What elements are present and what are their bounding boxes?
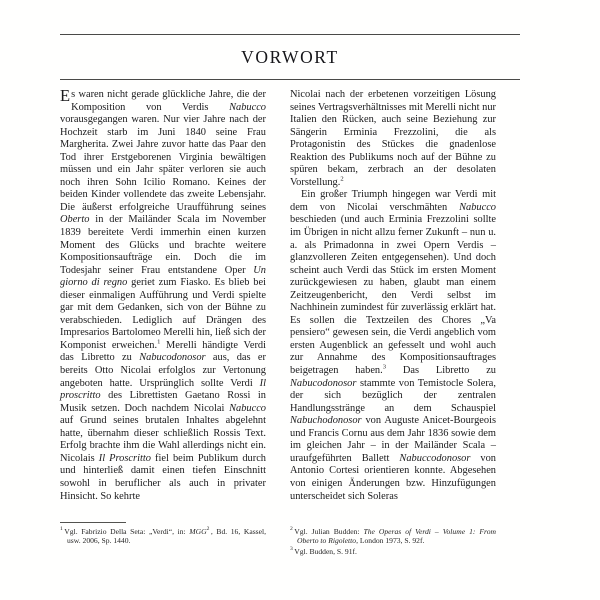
italic-title: Nabucodonosor [139,352,206,364]
footnote-marker[interactable]: 2 [206,526,210,533]
footnote-marker[interactable]: 1 [157,338,161,346]
left-text-column [60,86,278,503]
paragraph-triumph: Ein großer Triumph hingegen war Verdi mit dem von Nicolai verschmähten Nabucco beschieden (und auch Erminia Frezzolini sollte im Übrigen in nicht allzu ferner Zukunft – nun u. a. als Primadonna in zwei Opern Verdis – glanzvolleren Zeiten entgegensehen). Und doch scheint auch Verdi das Stück im ersten Moment zurückgewiesen zu haben, glaubt man einem Zeitzeugenbericht, den Verdi selbst im Nachhinein zumindest für zuverlässig erklärt hat. Es sollen die Textzeilen des Chores „Va pensiero“ gewesen sein, die Verdi angeblich vom ersten Augenblick an gefesselt und wohl auch zur Annahme des Kompositionsauftrages beigetragen haben.$^3$ Das Libretto zu Nabucodonosor stammte von Temistocle Solera, der sich bezüglich der zentralen Handlungsstränge an dem Schauspiel Nabuchodonosor von Auguste Anicet-Bourgeois und Francis Cornu aus dem Jahr 1836 sowie dem im gleichen Jahr – in der Mailänder Scala – uraufgeführten Ballett Nabuccodonosor von Antonio Cortesi orientieren konnte. Abgesehen von einigen Änderungen bzw. Hinzufügungen unterscheidet sich Soleras [290,189,496,502]
drop-cap: E [60,86,71,105]
footnote-entry: $^3$ Vgl. Budden, S. 91f. [290,546,357,556]
paragraph-opening: Es waren nicht gerade glückliche Jahre, die der Komposition von Verdis Nabucco vorausgegangen waren. Nur vier Jahre nach der Hochzeit starb im Juni 1840 seine Frau Margherita. Zwei Jahre zuvor hatte das Paar den Tod ihrer Erstgeborenen Virginia bewältigen müssen und ein Jahr später verloren sie auch noch ihren Sohn Icilio Romano. Keines der beiden Kinder vollendete das zweite Lebensjahr. Die äußerst erfolgreiche Uraufführung seines Oberto in der Mailänder Scala im November 1839 bereitete Verdi immerhin einen kurzen Moment des Glücks und brachte weitere Kompositionsaufträge ein. Doch die im Todesjahr seiner Frau entstandene Oper Un giorno di regno geriet zum Fiasko. Es blieb bei dieser einmaligen Aufführung und Verdi spielte gar mit dem Gedanken, sich von der Bühne zu verabschieden. Lediglich auf Drängen des Impresarios Bartolomeo Merelli hin, ließ sich der Komponist erweichen.$^1$ Merelli händigte Verdi das Libretto zu Nabucodonosor aus, das er bereits Otto Nicolai erfolglos zur Vertonung angeboten hatte. Ursprünglich sollte Verdi Il proscritto des Librettisten Gaetano Rossi in Musik setzen. Doch nachdem Nicolai Nabucco auf Grund seines brutalen Inhaltes abgelehnt hatte, übernahm dieser schließlich Rossis Text. Erfolg brachte ihm die Wahl allerdings nicht ein. Nicolais Il Proscritto fiel beim Publikum durch und hinterließ damit einen tiefen Einschnitt sowohl in beruflicher als auch in privater Hinsicht. So kehrte [60,86,267,502]
two-column-body [60,86,520,503]
title-block [60,34,520,80]
paragraph-continuation: Nicolai nach der erbetenen vorzeitigen Lösung seines Vertragsverhältnisses mit Merelli nicht nur Italien den Rücken, auch seine Beziehung zur Sängerin Erminia Frezzolini, die als Protagonistin des Stückes die gnadenlose Reaktion des Publikums noch auf der Bühne zu spüren bekam, zerbrach an der desolaten Vorstellung.$^2$ [290,89,496,188]
italic-title: Nabucodonosor [290,377,357,389]
footnote-number: 3 [290,546,293,553]
footnote-marker[interactable]: 2 [340,175,344,183]
italic-title: Un giorno di regno [60,264,266,289]
italic-title: Nabucco [229,402,266,414]
page-content [60,34,520,503]
footnote-number: 1 [60,526,63,533]
title-rule-bottom [60,79,520,80]
italic-title: Nabucco [229,101,266,113]
footnote-list-left [60,527,266,546]
footnote-area [60,522,520,557]
italic-title: MGG [189,527,207,536]
italic-title: Nabuchodonosor [290,415,362,427]
footnote-separator-rule [60,522,126,523]
footnote-number: 2 [290,526,293,533]
footnote-entry: $^2$ Vgl. Julian Budden: The Operas of Verdi – Volume 1: From Oberto to Rigoletto, London 1973, S. 92f. [290,526,496,546]
italic-title: Il Proscritto [98,452,151,464]
page-title: VORWORT [241,47,339,67]
italic-title: Oberto [60,214,90,226]
footnote-marker[interactable]: 3 [382,363,387,371]
footnote-column-left [60,522,278,557]
right-text-column [278,89,496,503]
footnote-list-right [290,527,496,556]
footnote-entry: $^1$ Vgl. Fabrizio Della Seta: „Verdi“, in: MGG$^2$ , Bd. 16, Kassel, usw. 2006, Sp. 1440. [60,526,266,546]
italic-title: Nabucco [459,201,496,213]
italic-title: Nabuccodonosor [399,452,471,464]
italic-title: The Operas of Verdi – Volume 1: From Oberto to Rigoletto [297,527,496,546]
footnote-column-right [278,522,496,557]
italic-title: Il proscritto [60,377,266,402]
